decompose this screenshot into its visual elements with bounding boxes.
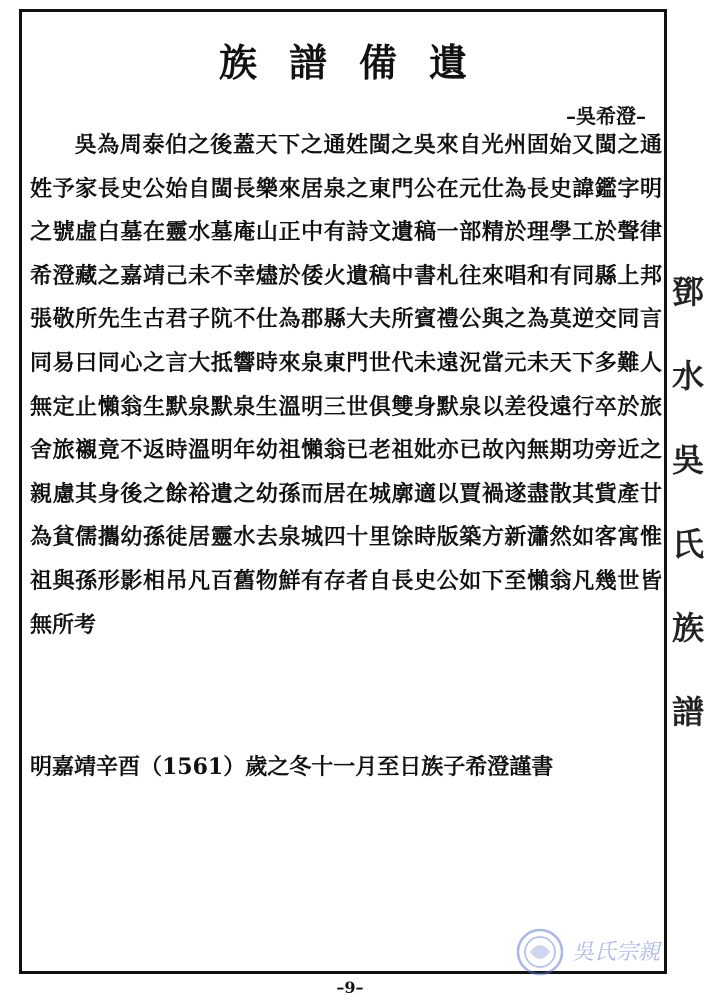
spine-char: 水 [672,357,704,395]
spine-char: 族 [672,609,704,647]
colophon: 明嘉靖辛酉（1561）歲之冬十一月至日族子希澄謹書 [30,754,554,780]
spine-char: 譜 [672,693,704,731]
body-paragraph [30,124,662,647]
body-text: 吳為周泰伯之後蓋天下之通姓閩之吳來自光州固始又閩之通姓予家長史公始自閩長樂來居泉之東門公在元仕為長史諱鑑字明之號虛白墓在靈水墓庵山正中有詩文遺稿一部精於理學工於聲律希澄藏之嘉靖己未不幸燼於倭火遺稿中書札往來唱和有同縣上邦張敬所先生古君子阬不仕為郡縣大夫所賓禮公與之為莫逆交同言同易曰同心之言大抵響時來泉東門世代未遠況當元未天下多難人無定止懶翁生默泉默泉生溫明三世俱雙身默泉以差役遠行卒於旅舍旅襯竟不返時溫明年幼祖懶翁已老祖妣亦已故內無期功旁近之親慮其身後之餘裕遺之幼孫而居在城廓適以賈禍遂盡散其貲產廿為貧儒攜幼孫徒居靈水去泉城四十里馀時版築方新瀟然如客寓惟祖與孫形影相吊凡百舊物鮮有存者自長史公如下至懶翁凡幾世皆無所考 [30,132,662,638]
spine-char: 鄧 [672,273,704,311]
spine-title [672,272,704,732]
spine-char: 氏 [672,525,704,563]
document-title: 族譜備遺 [218,40,499,85]
page-number: –9– [336,978,364,997]
author-line: –吳希澄– [566,104,646,128]
page-frame [19,9,667,974]
watermark-text: 吳氏宗親 [572,940,661,965]
spine-char: 吳 [672,441,704,479]
